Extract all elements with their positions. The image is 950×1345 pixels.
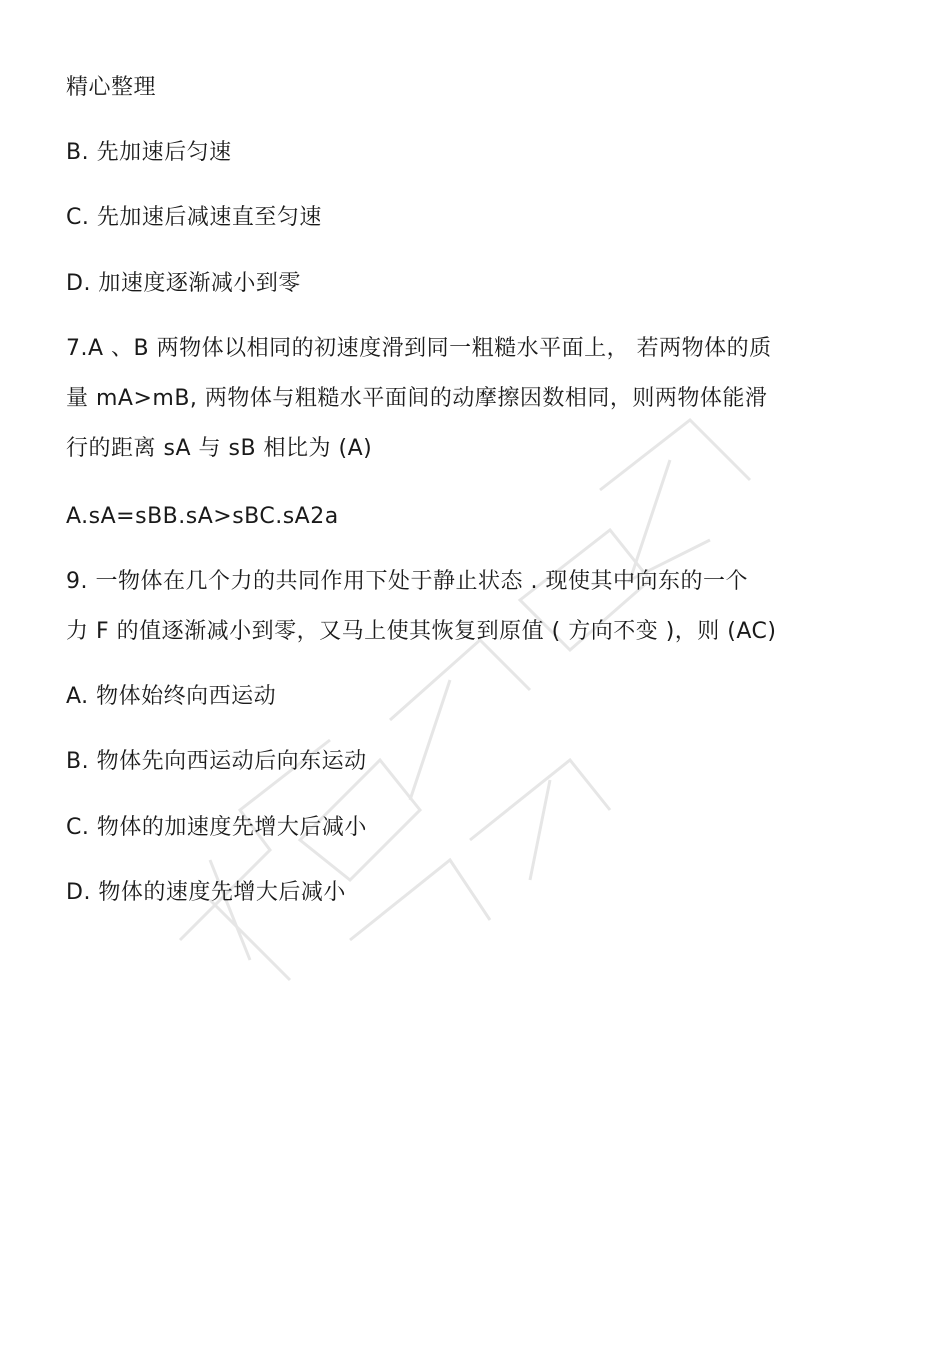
option-d-q9: D. 物体的速度先增大后减小 [66,880,346,905]
option-d-q6: D. 加速度逐渐减小到零 [66,271,301,296]
option-c-q9: C. 物体的加速度先增大后减小 [66,815,367,840]
question-7-line-3: 行的距离 sA 与 sB 相比为 (A) [66,436,373,461]
option-b-q6: B. 先加速后匀速 [66,140,232,165]
question-7-line-1: 7.A 、B 两物体以相同的初速度滑到同一粗糙水平面上， 若两物体的质 [66,336,772,361]
question-7-options: A.sA=sBB.sA>sBC.sA2a [66,504,339,529]
option-a-q9: A. 物体始终向西运动 [66,684,277,709]
option-b-q9: B. 物体先向西运动后向东运动 [66,749,367,774]
option-c-q6: C. 先加速后减速直至匀速 [66,205,322,230]
question-9-line-1: 9. 一物体在几个力的共同作用下处于静止状态 . 现使其中向东的一个 [66,569,748,594]
question-7-line-2: 量 mA>mB, 两物体与粗糙水平面间的动摩擦因数相同，则两物体能滑 [66,386,768,411]
page-header: 精心整理 [66,75,157,100]
question-9-line-2: 力 F 的值逐渐减小到零，又马上使其恢复到原值 ( 方向不变 )，则 (AC) [66,619,777,644]
